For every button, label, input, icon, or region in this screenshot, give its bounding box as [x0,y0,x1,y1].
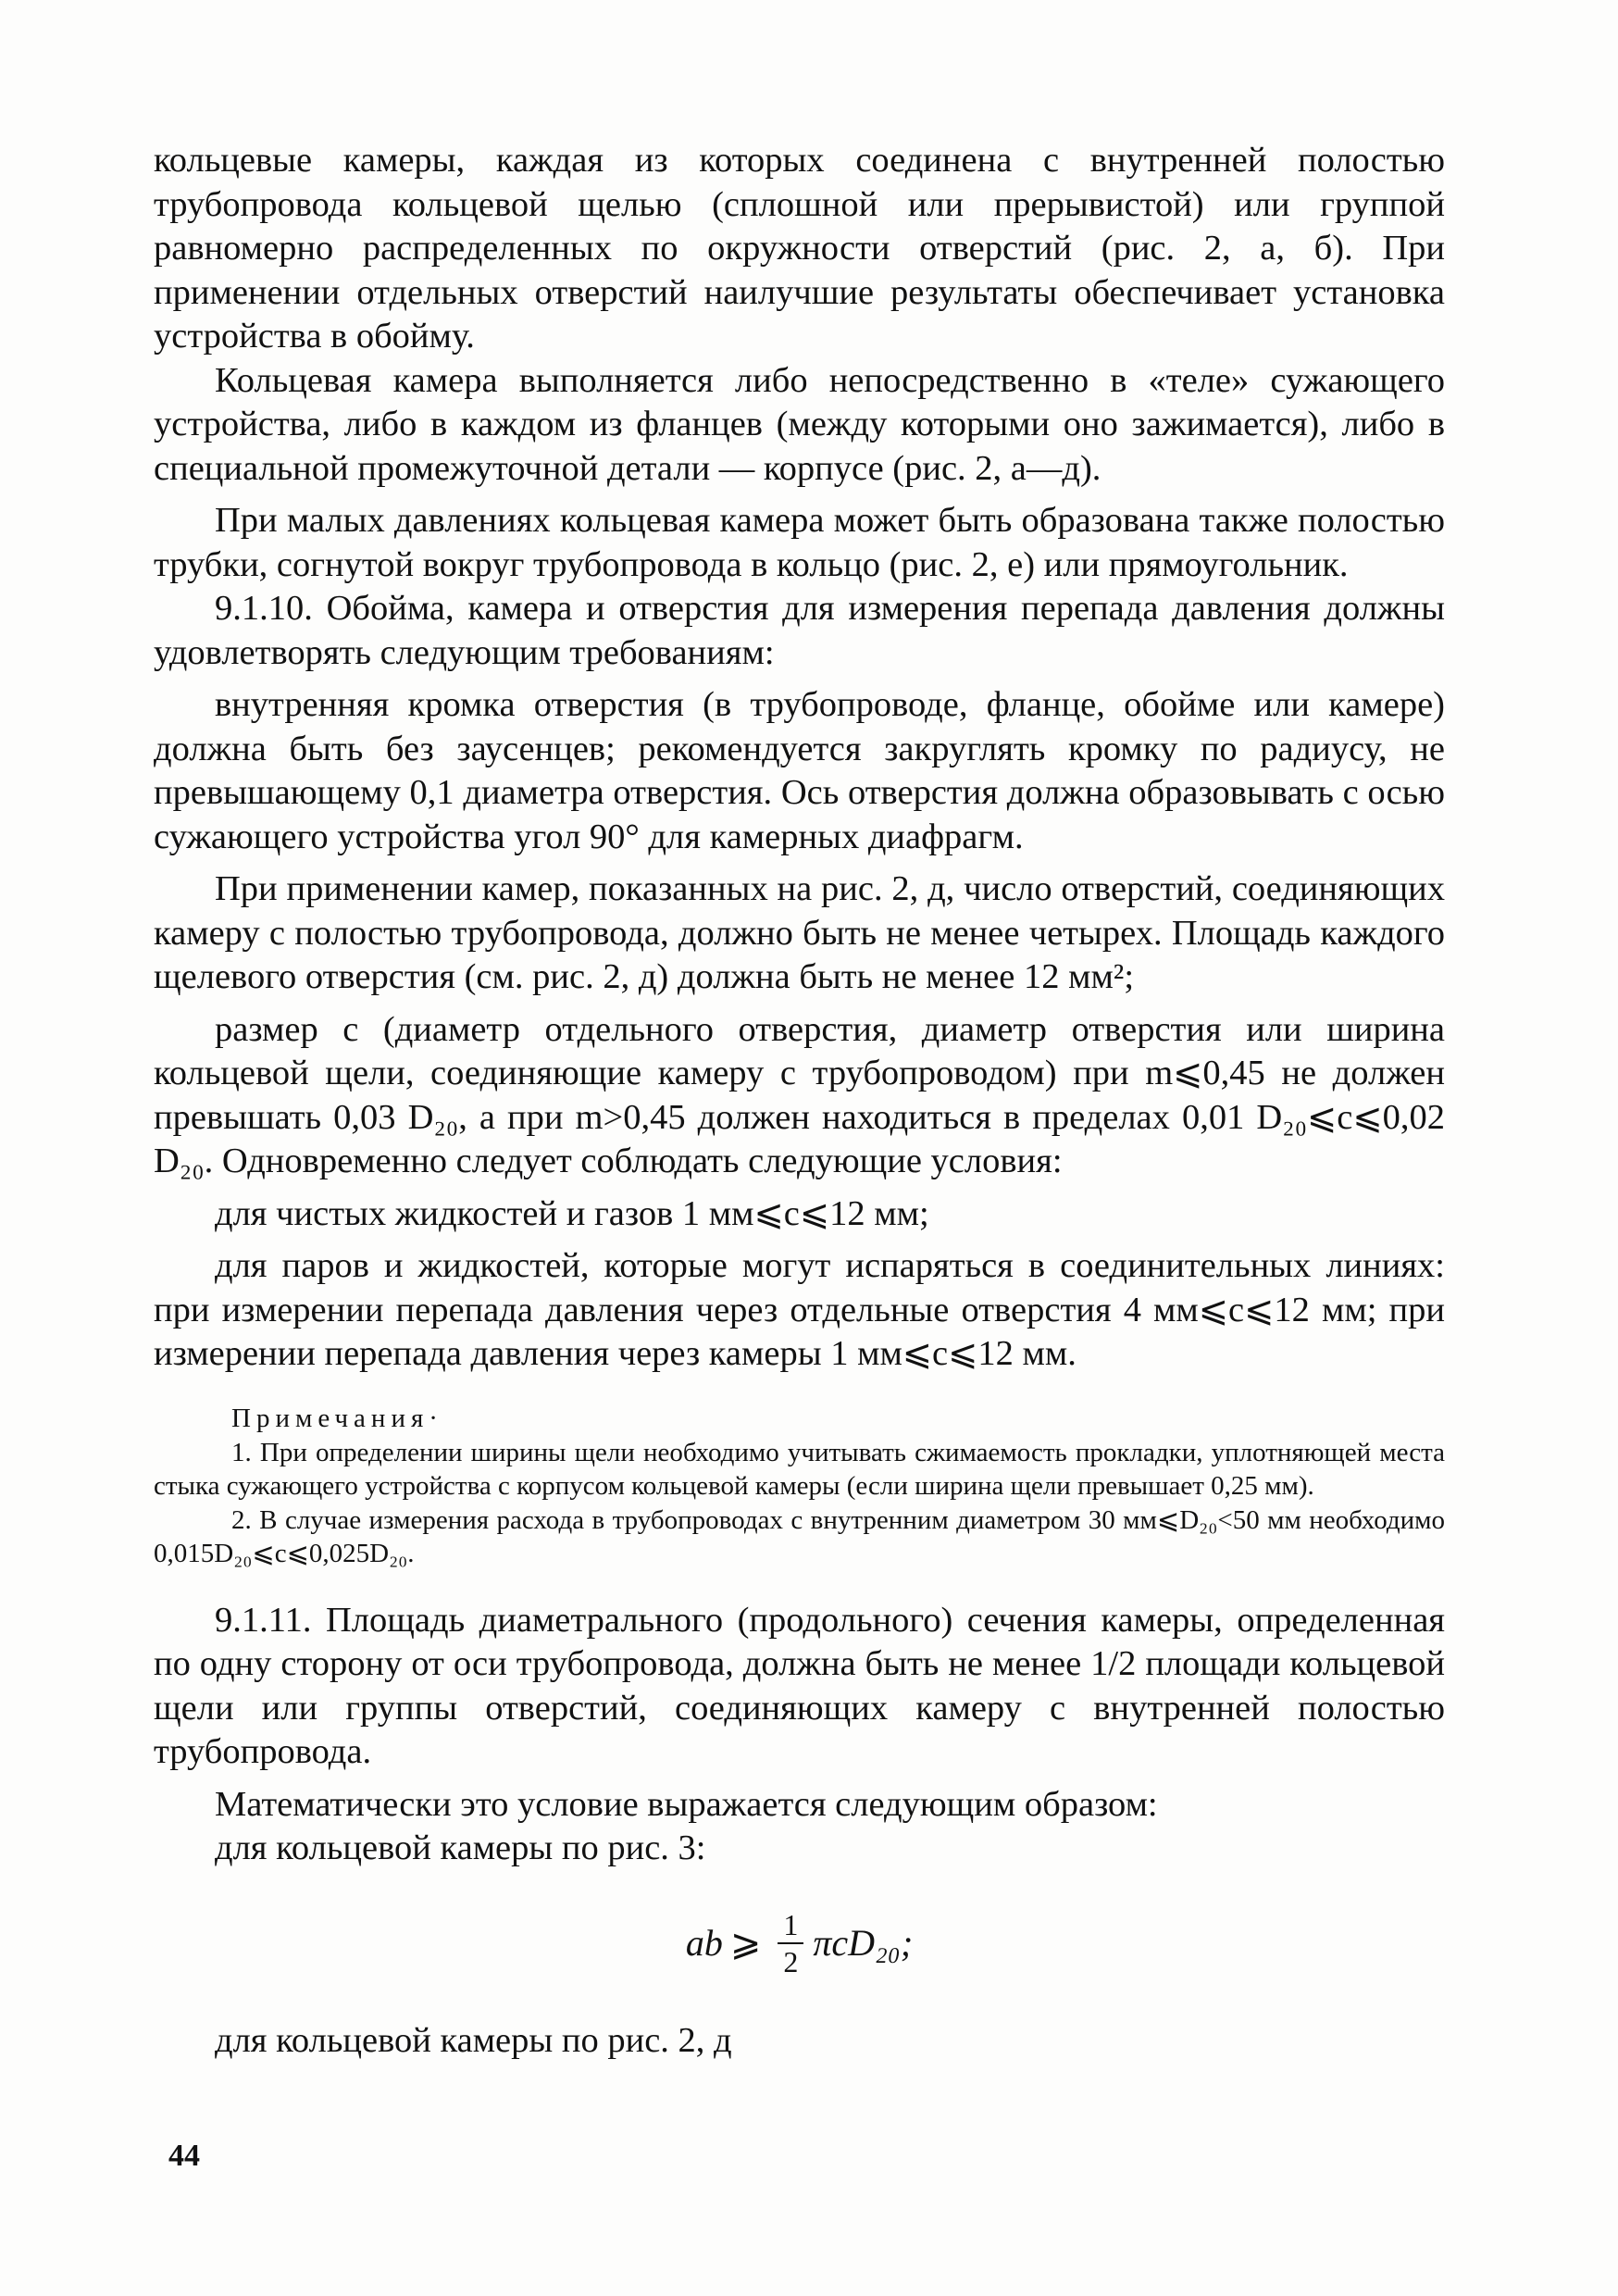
paragraph-8: для чистых жидкостей и газов 1 мм⩽c⩽12 мм; [215,1193,929,1233]
note-2: 2. В случае измерения расхода в трубопроводах с внутренним диаметром 30 мм⩽D₂₀<50 мм необходимо 0,015D₂₀⩽c⩽0,025D₂₀. [154,1504,1445,1568]
formula-numerator: 1 [778,1907,803,1944]
formula [154,1888,1445,1999]
paragraph-9: для паров и жидкостей, которые могут испаряться в соединительных линиях: при измерении перепада давления через отдельные отверстия 4 мм⩽c⩽12 мм; при измерении перепада давления через камеры 1 мм⩽c⩽12 мм. [154,1246,1445,1373]
page-number: 44 [168,2139,200,2173]
formula-lhs: ab [685,1922,723,1964]
notes-heading: Примечания· [231,1403,443,1433]
paragraph-5: внутренняя кромка отверстия (в трубопроводе, фланце, обойме или камере) должна быть без заусенцев; рекомендуется закруглять кромку по радиусу, не превышающему 0,1 диаметра отверстия. Ось отверстия должна образовывать с осью сужающего устройства угол 90° для камерных диафрагм. [154,685,1445,856]
paragraph-12: для кольцевой камеры по рис. 3: [215,1828,706,1867]
note-1: 1. При определении ширины щели необходимо учитывать сжимаемость прокладки, уплотняющей места стыка сужающего устройства с корпусом кольцевой камеры (если ширина щели превышает 0,25 мм). [154,1437,1445,1501]
paragraph-2: Кольцевая камера выполняется либо непосредственно в «теле» сужающего устройства, либо в каждом из фланцев (между которыми оно зажимается), либо в специальной промежуточной детали — корпусе (рис. 2, а—д). [154,360,1445,488]
formula-rhs: πcD₂₀ [813,1922,901,1964]
paragraph-7: размер с (диаметр отдельного отверстия, диаметр отверстия или ширина кольцевой щели, соединяющие камеру с трубопроводом) при m⩽0,45 не должен превышать 0,03 D₂₀, а при m>0,45 должен находиться в пределах 0,01 D₂₀⩽c⩽0,02 D₂₀. Одновременно следует соблюдать следующие условия: [154,1009,1445,1180]
formula-fraction [778,1907,803,1979]
paragraph-11: Математически это условие выражается следующим образом: [215,1784,1158,1824]
paragraph-section-9-1-10: 9.1.10. Обойма, камера и отверстия для измерения перепада давления должны удовлетворять следующим требованиям: [154,589,1445,672]
formula-relation: ⩾ [729,1922,762,1964]
paragraph-3: При малых давлениях кольцевая камера может быть образована также полостью трубки, согнутой вокруг трубопровода в кольцо (рис. 2, е) или прямоугольник. [154,501,1445,584]
paragraph-6: При применении камер, показанных на рис. 2, д, число отверстий, соединяющих камеру с полостью трубопровода, должно быть не менее четырех. Площадь каждого щелевого отверстия (см. рис. 2, д) должна быть не менее 12 мм²; [154,869,1445,996]
paragraph-section-9-1-11: 9.1.11. Площадь диаметрального (продольного) сечения камеры, определенная по одну сторону от оси трубопровода, должна быть не менее 1/2 площади кольцевой щели или группы отверстий, соединяющих камеру с внутренней полостью трубопровода. [154,1600,1445,1771]
paragraph-13: для кольцевой камеры по рис. 2, д [215,2020,732,2060]
formula-tail: ; [900,1922,914,1964]
formula-denominator: 2 [783,1944,799,1978]
document-page [154,139,1445,2063]
paragraph-1: кольцевые камеры, каждая из которых соединена с внутренней полостью трубопровода кольцевой щелью (сплошной или прерывистой) или группой равномерно распределенных по окружности отверстий (рис. 2, а, б). При применении отдельных отверстий наилучшие результаты обеспечивает установка устройства в обойму. [154,141,1445,356]
